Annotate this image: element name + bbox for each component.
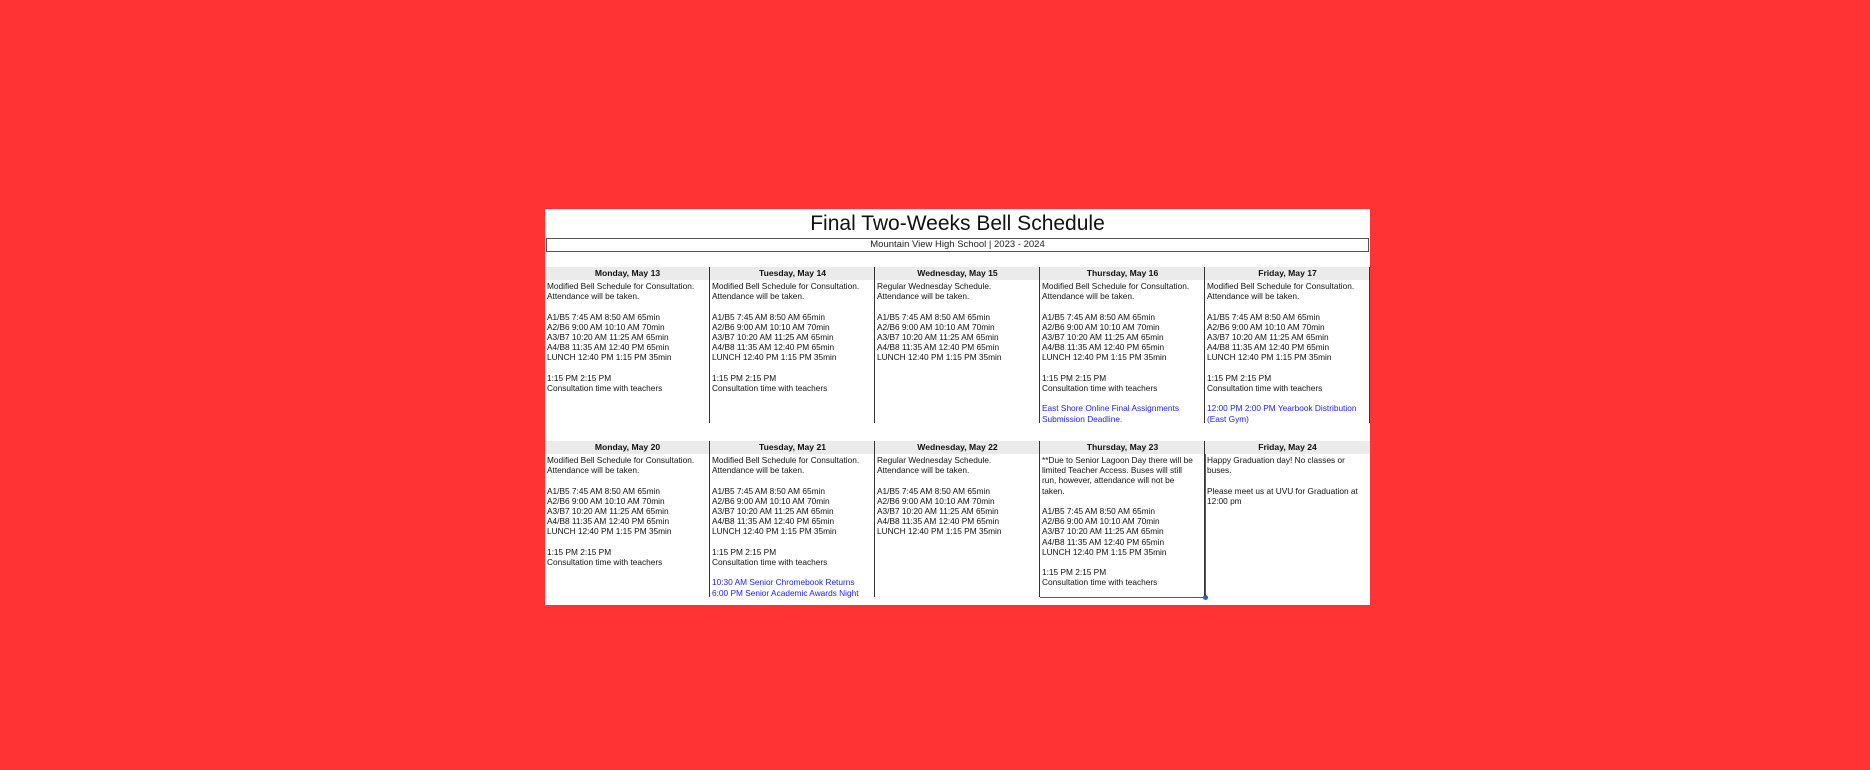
period-line: LUNCH 12:40 PM 1:15 PM 35min bbox=[877, 352, 1002, 363]
column-divider bbox=[1204, 267, 1205, 423]
note-line: Modified Bell Schedule for Consultation. bbox=[712, 455, 860, 465]
note-line: Attendance will be taken. bbox=[547, 291, 640, 302]
schedule-sheet bbox=[545, 209, 1370, 605]
period-line: A2/B6 9:00 AM 10:10 AM 70min bbox=[1042, 516, 1160, 527]
period-line: A3/B7 10:20 AM 11:25 AM 65min bbox=[1042, 332, 1164, 342]
period-line: A2/B6 9:00 AM 10:10 AM 70min bbox=[877, 495, 995, 506]
day-cell-monday-may-13[interactable] bbox=[545, 267, 710, 393]
consult-time: 1:15 PM 2:15 PM bbox=[547, 546, 612, 557]
consult-time: 1:15 PM 2:15 PM bbox=[1042, 567, 1107, 578]
period-line: A4/B8 11:35 AM 12:40 PM 65min bbox=[1207, 342, 1330, 353]
period-line: A4/B8 11:35 AM 12:40 PM 65min bbox=[547, 342, 670, 353]
cell-selection-outline bbox=[1040, 454, 1206, 598]
note-line: Modified Bell Schedule for Consultation. bbox=[1042, 281, 1190, 291]
period-line: A3/B7 10:20 AM 11:25 AM 65min bbox=[877, 332, 999, 342]
period-line: A4/B8 11:35 AM 12:40 PM 65min bbox=[877, 516, 1000, 527]
day-header: Tuesday, May 21 bbox=[710, 441, 875, 454]
day-cell-thursday-may-16[interactable] bbox=[1040, 267, 1205, 424]
period-line: A3/B7 10:20 AM 11:25 AM 65min bbox=[712, 332, 834, 342]
day-cell-wednesday-may-15[interactable] bbox=[875, 267, 1040, 363]
note-line: Attendance will be taken. bbox=[1207, 291, 1300, 302]
period-line: LUNCH 12:40 PM 1:15 PM 35min bbox=[712, 352, 837, 363]
note-line: Attendance will be taken. bbox=[1042, 291, 1135, 302]
period-line: A1/B5 7:45 AM 8:50 AM 65min bbox=[877, 311, 990, 322]
period-line: A1/B5 7:45 AM 8:50 AM 65min bbox=[547, 311, 660, 322]
note-line: Modified Bell Schedule for Consultation. bbox=[712, 281, 860, 291]
note-line: Attendance will be taken. bbox=[712, 465, 805, 476]
period-line: LUNCH 12:40 PM 1:15 PM 35min bbox=[1207, 352, 1332, 363]
period-line: A2/B6 9:00 AM 10:10 AM 70min bbox=[712, 321, 830, 332]
period-line: A1/B5 7:45 AM 8:50 AM 65min bbox=[1042, 506, 1155, 516]
period-line: LUNCH 12:40 PM 1:15 PM 35min bbox=[712, 526, 837, 537]
period-line: A2/B6 9:00 AM 10:10 AM 70min bbox=[1207, 321, 1325, 332]
consult-time: 1:15 PM 2:15 PM bbox=[1042, 372, 1107, 383]
column-divider bbox=[874, 441, 875, 597]
note-line: **Due to Senior Lagoon Day there will be bbox=[1042, 455, 1193, 465]
consult-label: Consultation time with teachers bbox=[712, 383, 828, 393]
period-line: A4/B8 11:35 AM 12:40 PM 65min bbox=[712, 516, 835, 527]
note-line: Regular Wednesday Schedule. bbox=[877, 281, 992, 291]
period-line: LUNCH 12:40 PM 1:15 PM 35min bbox=[547, 352, 672, 363]
period-line: A4/B8 11:35 AM 12:40 PM 65min bbox=[1042, 342, 1165, 353]
period-line: A1/B5 7:45 AM 8:50 AM 65min bbox=[712, 311, 825, 322]
period-line: A1/B5 7:45 AM 8:50 AM 65min bbox=[1042, 311, 1155, 322]
consult-time: 1:15 PM 2:15 PM bbox=[712, 546, 777, 557]
period-line: A4/B8 11:35 AM 12:40 PM 65min bbox=[547, 516, 670, 527]
day-header: Thursday, May 23 bbox=[1040, 441, 1205, 454]
period-line: A1/B5 7:45 AM 8:50 AM 65min bbox=[712, 485, 825, 496]
day-header: Wednesday, May 15 bbox=[875, 267, 1040, 280]
column-divider bbox=[709, 441, 710, 597]
consult-label: Consultation time with teachers bbox=[547, 383, 663, 393]
period-line: A3/B7 10:20 AM 11:25 AM 65min bbox=[1042, 526, 1164, 537]
note-line: Attendance will be taken. bbox=[712, 291, 805, 302]
day-header: Wednesday, May 22 bbox=[875, 441, 1040, 454]
note-line: taken. bbox=[1042, 485, 1065, 496]
day-header: Monday, May 13 bbox=[545, 267, 710, 280]
event-line: 6:00 PM Senior Academic Awards Night bbox=[712, 587, 859, 598]
day-body bbox=[1205, 454, 1370, 506]
note-line: Attendance will be taken. bbox=[877, 465, 970, 476]
period-line: LUNCH 12:40 PM 1:15 PM 35min bbox=[877, 526, 1002, 537]
day-header: Thursday, May 16 bbox=[1040, 267, 1205, 280]
event-line: Submission Deadline. bbox=[1042, 413, 1123, 424]
period-line: A2/B6 9:00 AM 10:10 AM 70min bbox=[1042, 321, 1160, 332]
event-line: East Shore Online Final Assignments bbox=[1042, 403, 1179, 414]
day-cell-friday-may-17[interactable] bbox=[1205, 267, 1370, 424]
period-line: A2/B6 9:00 AM 10:10 AM 70min bbox=[547, 495, 665, 506]
note-line: Modified Bell Schedule for Consultation. bbox=[547, 281, 695, 291]
day-cell-monday-may-20[interactable] bbox=[545, 441, 710, 567]
consult-time: 1:15 PM 2:15 PM bbox=[712, 372, 777, 383]
note-line: buses. bbox=[1207, 465, 1232, 476]
period-line: A1/B5 7:45 AM 8:50 AM 65min bbox=[547, 485, 660, 496]
period-line: A4/B8 11:35 AM 12:40 PM 65min bbox=[712, 342, 835, 353]
column-divider bbox=[1369, 267, 1370, 423]
period-line: A3/B7 10:20 AM 11:25 AM 65min bbox=[547, 332, 669, 342]
column-divider bbox=[709, 267, 710, 423]
day-header: Friday, May 24 bbox=[1205, 441, 1370, 454]
column-divider bbox=[1039, 267, 1040, 423]
note-line: Regular Wednesday Schedule. bbox=[877, 455, 992, 465]
consult-label: Consultation time with teachers bbox=[1042, 383, 1158, 393]
period-line: A2/B6 9:00 AM 10:10 AM 70min bbox=[877, 321, 995, 332]
day-body bbox=[1040, 280, 1205, 424]
event-line: 12:00 PM 2:00 PM Yearbook Distribution bbox=[1207, 403, 1357, 414]
period-line: A1/B5 7:45 AM 8:50 AM 65min bbox=[877, 485, 990, 496]
event-line: (East Gym) bbox=[1207, 413, 1249, 424]
period-line: LUNCH 12:40 PM 1:15 PM 35min bbox=[1042, 352, 1167, 363]
day-body bbox=[1205, 280, 1370, 424]
day-cell-friday-may-24[interactable] bbox=[1205, 441, 1370, 506]
note-line: Happy Graduation day! No classes or bbox=[1207, 455, 1345, 465]
page-subtitle: Mountain View High School | 2023 - 2024 bbox=[546, 238, 1369, 252]
consult-label: Consultation time with teachers bbox=[1207, 383, 1323, 393]
consult-time: 1:15 PM 2:15 PM bbox=[547, 372, 612, 383]
day-body bbox=[545, 454, 710, 567]
note-line: Attendance will be taken. bbox=[877, 291, 970, 302]
day-cell-tuesday-may-21[interactable] bbox=[710, 441, 875, 598]
consult-label: Consultation time with teachers bbox=[547, 557, 663, 567]
period-line: A3/B7 10:20 AM 11:25 AM 65min bbox=[547, 506, 669, 516]
note-line: 12:00 pm bbox=[1207, 495, 1242, 506]
period-line: A3/B7 10:20 AM 11:25 AM 65min bbox=[1207, 332, 1329, 342]
day-header: Friday, May 17 bbox=[1205, 267, 1370, 280]
period-line: A3/B7 10:20 AM 11:25 AM 65min bbox=[877, 506, 999, 516]
consult-label: Consultation time with teachers bbox=[1042, 577, 1158, 588]
day-body bbox=[710, 454, 875, 598]
note-line: run, however, attendance will not be bbox=[1042, 475, 1175, 486]
note-line: Modified Bell Schedule for Consultation. bbox=[1207, 281, 1355, 291]
period-line: LUNCH 12:40 PM 1:15 PM 35min bbox=[1042, 546, 1167, 557]
event-line: 10:30 AM Senior Chromebook Returns bbox=[712, 577, 855, 588]
note-line: Modified Bell Schedule for Consultation. bbox=[547, 455, 695, 465]
day-body bbox=[545, 280, 710, 393]
period-line: A4/B8 11:35 AM 12:40 PM 65min bbox=[877, 342, 1000, 353]
consult-label: Consultation time with teachers bbox=[712, 557, 828, 567]
period-line: A4/B8 11:35 AM 12:40 PM 65min bbox=[1042, 536, 1165, 547]
day-body bbox=[710, 280, 875, 393]
consult-time: 1:15 PM 2:15 PM bbox=[1207, 372, 1272, 383]
note-line: Attendance will be taken. bbox=[547, 465, 640, 476]
day-cell-tuesday-may-14[interactable] bbox=[710, 267, 875, 393]
period-line: A2/B6 9:00 AM 10:10 AM 70min bbox=[547, 321, 665, 332]
day-header: Monday, May 20 bbox=[545, 441, 710, 454]
selection-handle[interactable] bbox=[1203, 595, 1208, 600]
note-line: Please meet us at UVU for Graduation at bbox=[1207, 485, 1358, 496]
day-cell-wednesday-may-22[interactable] bbox=[875, 441, 1040, 537]
note-line: limited Teacher Access. Buses will still bbox=[1042, 465, 1183, 476]
period-line: A3/B7 10:20 AM 11:25 AM 65min bbox=[712, 506, 834, 516]
period-line: LUNCH 12:40 PM 1:15 PM 35min bbox=[547, 526, 672, 537]
day-header: Tuesday, May 14 bbox=[710, 267, 875, 280]
page-title: Final Two-Weeks Bell Schedule bbox=[810, 212, 1105, 235]
column-divider bbox=[874, 267, 875, 423]
day-body bbox=[875, 280, 1040, 363]
day-body bbox=[875, 454, 1040, 537]
period-line: A2/B6 9:00 AM 10:10 AM 70min bbox=[712, 495, 830, 506]
period-line: A1/B5 7:45 AM 8:50 AM 65min bbox=[1207, 311, 1320, 322]
